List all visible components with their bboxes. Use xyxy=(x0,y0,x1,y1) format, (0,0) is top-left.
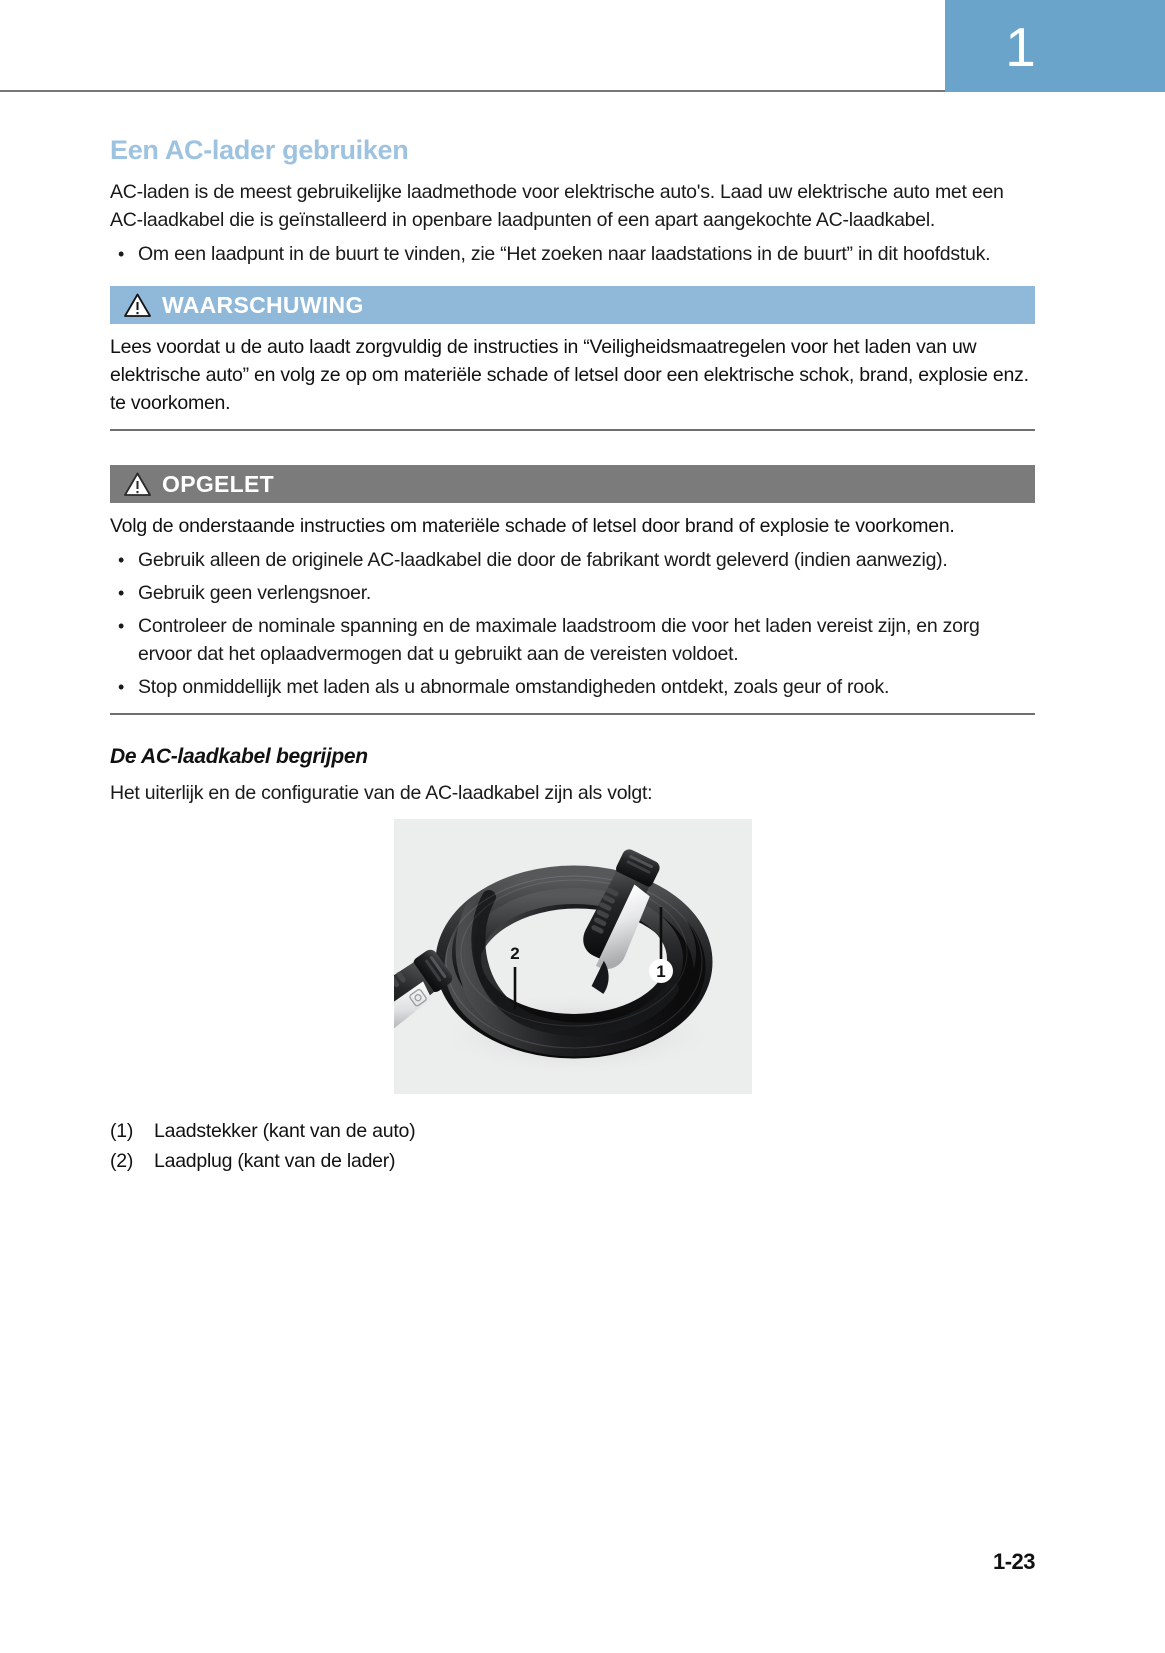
warning-notice-bar xyxy=(110,286,1035,324)
list-item: • Om een laadpunt in de buurt te vinden, zie “Het zoeken naar laadstations in de buurt” in dit hoofdstuk. xyxy=(110,240,1035,268)
warning-notice xyxy=(110,286,1035,431)
page-header xyxy=(0,0,1165,95)
chapter-tab xyxy=(945,0,1165,92)
list-item: • Gebruik alleen de originele AC-laadkabel die door de fabrikant wordt geleverd (indien aanwezig). xyxy=(110,546,1035,574)
figure-caption-list xyxy=(110,1116,1035,1176)
caution-bullet-list xyxy=(110,546,1035,701)
subsection-lead-text: Het uiterlijk en de configuratie van de AC-laadkabel zijn als volgt: xyxy=(110,782,653,804)
caption-text: Laadstekker (kant van de auto) xyxy=(154,1120,416,1142)
ac-charging-cable-photo xyxy=(394,819,752,1094)
caption-number: (1) xyxy=(110,1120,134,1142)
list-item: • Controleer de nominale spanning en de maximale laadstroom die voor het laden vereist zijn, en zorg ervoor dat het oplaadvermogen dat u gebruikt aan de vereisten voldoet. xyxy=(110,612,1035,668)
svg-text:1: 1 xyxy=(655,962,666,981)
list-item: • Gebruik geen verlengsnoer. xyxy=(110,579,1035,607)
caution-notice-label: OPGELET xyxy=(162,470,275,497)
warning-notice-body xyxy=(110,324,1035,417)
warning-notice-divider xyxy=(110,429,1035,431)
page-content xyxy=(110,135,1035,1176)
caution-notice-text: Volg de onderstaande instructies om materiële schade of letsel door brand of explosie te voorkomen. xyxy=(110,515,955,537)
page-number: 1-23 xyxy=(992,1549,1035,1574)
cable-illustration xyxy=(394,819,752,1094)
figure-container xyxy=(110,819,1035,1094)
warning-triangle-icon xyxy=(124,293,151,317)
header-divider xyxy=(0,90,945,92)
chapter-number: 1 xyxy=(1005,16,1035,78)
caution-notice-divider xyxy=(110,713,1035,715)
caption-text: Laadplug (kant van de lader) xyxy=(154,1150,396,1172)
svg-text:2: 2 xyxy=(509,944,520,963)
warning-notice-label: WAARSCHUWING xyxy=(162,291,364,318)
caution-notice xyxy=(110,465,1035,715)
warning-notice-text: Lees voordat u de auto laadt zorgvuldig de instructies in “Veiligheidsmaatregelen voor het laden van uw elektrische auto” en volg ze op om materiële schade of letsel door een elektrische schok, brand, explosie enz. te voorkomen. xyxy=(110,336,1029,414)
list-item: • Stop onmiddellijk met laden als u abnormale omstandigheden ontdekt, zoals geur of rook. xyxy=(110,673,1035,701)
caution-notice-body xyxy=(110,503,1035,701)
intro-bullet-list xyxy=(110,240,1035,268)
page-title: Een AC-lader gebruiken xyxy=(110,135,409,165)
list-item xyxy=(110,1146,1035,1176)
list-item xyxy=(110,1116,1035,1146)
intro-paragraph: AC-laden is de meest gebruikelijke laadmethode voor elektrische auto's. Laad uw elektrische auto met een AC-laadkabel die is geïnstalleerd in openbare laadpunten of een apart aangekochte AC-laadkabel. xyxy=(110,181,1004,231)
caption-number: (2) xyxy=(110,1150,134,1172)
warning-triangle-icon xyxy=(124,472,151,496)
caution-notice-bar xyxy=(110,465,1035,503)
subsection-title: De AC-laadkabel begrijpen xyxy=(110,745,368,768)
